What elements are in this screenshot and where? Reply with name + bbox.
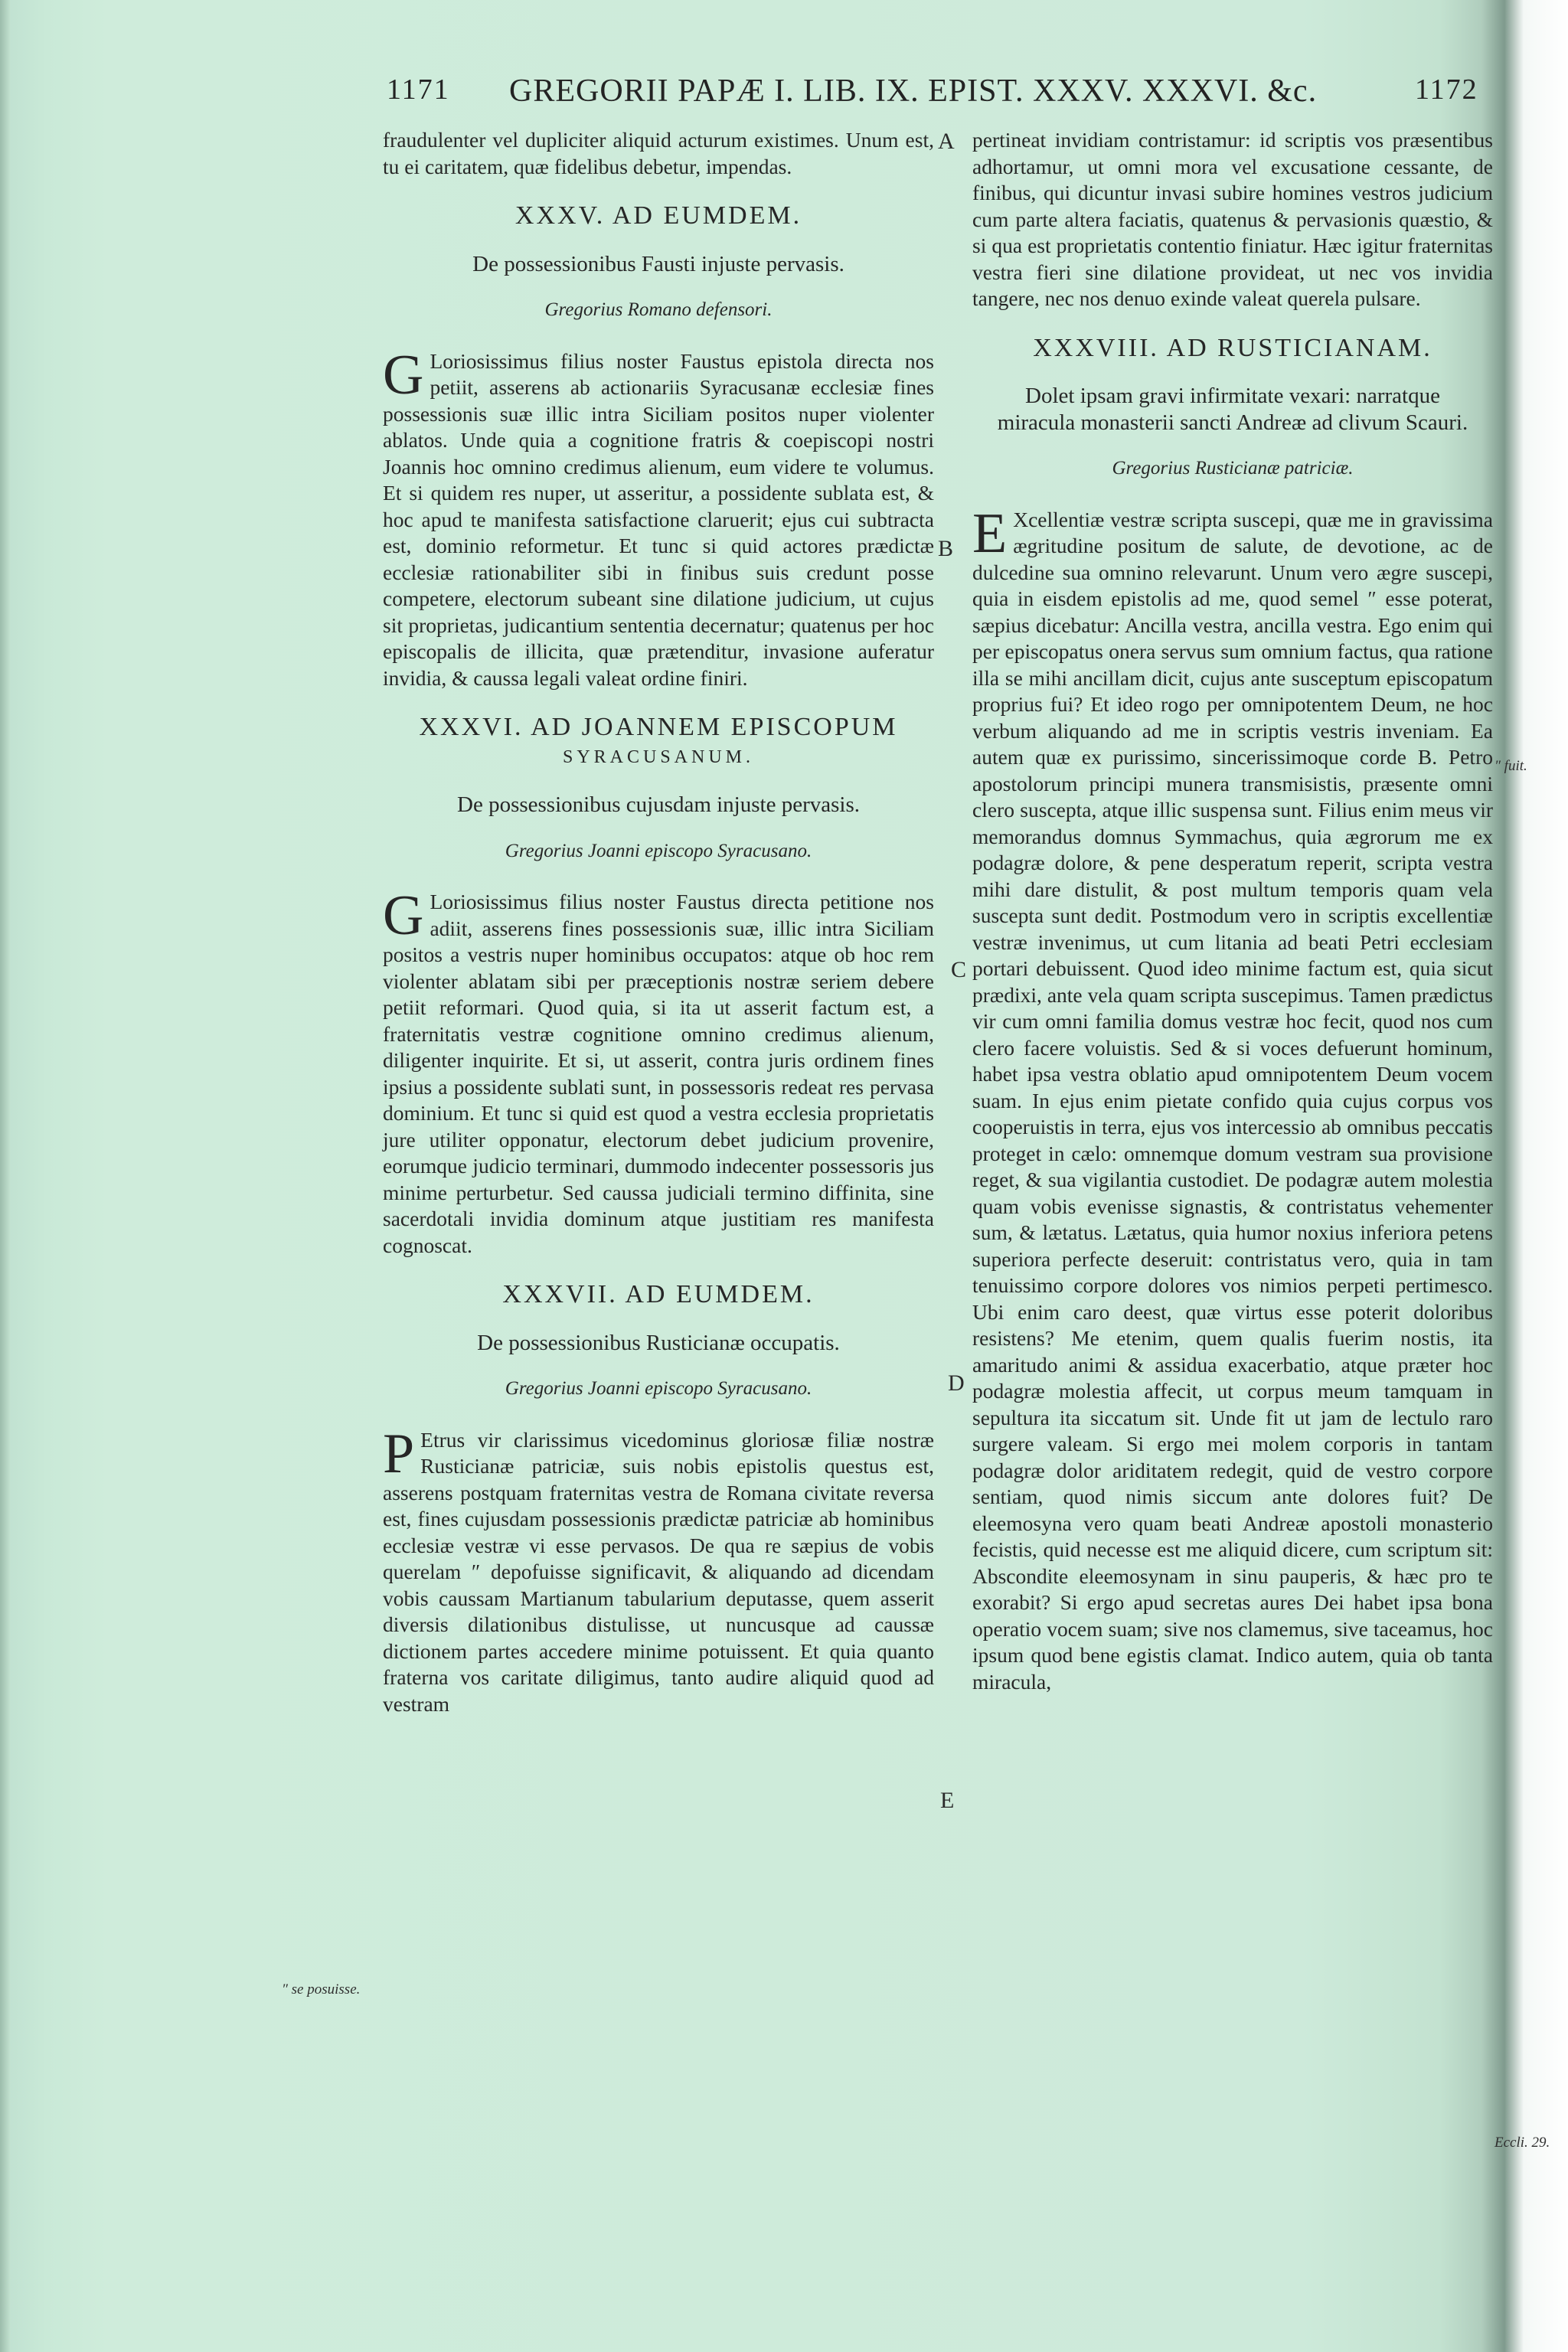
page-number-right: 1172	[1415, 74, 1478, 106]
margin-note-right-2: Eccli. 29.	[1494, 2135, 1550, 2151]
epistle-37-text: Etrus vir clarissimus vicedominus gloriosæ filiæ nostræ Rusticianæ patriciæ, suis nobis epistolis questus est, asserens postquam fraternitas vestra de Romana civitate reversa est, fines cujusdam possessionis prædictæ patriciæ ab hominibus ecclesiæ vestræ vi esse pervasos. De qua re sæpius de vobis querelam ″ depofuisse significavit, & aliquando ad dicendam vobis caussam Martianum tabularium deputasse, quem asserit diversis dilationibus distulisse, ut nuncusque ad caussæ dictionem partes accedere minime potuissent. Et quia quanto fraterna vos caritate diligimus, tanto audire aliquid quod ad vestram	[383, 1427, 934, 1716]
right-intro-text: pertineat invidiam contristamur: id scriptis vos præsentibus adhortamur, ut omni mora vel excusatione cessante, de finibus, qui dicuntur invasi subire homines vestros judicium cum parte altera faciatis, quatenus & pervasionis quæstio, & si qua est proprietatis contentio finiatur. Hæc igitur fraternitas vestra fieri sine dilatione provideat, ut nec vos invidia tangere, nec nos denuo exinde valeat querela pulsare.	[972, 128, 1493, 310]
drop-cap: G	[383, 884, 424, 947]
epistle-35-subtitle: De possessionibus Fausti injuste pervasis.	[472, 251, 844, 276]
epistle-37-heading: XXXVII. AD EUMDEM.	[502, 1280, 815, 1308]
epistle-35-text: Loriosissimus filius noster Faustus epistola directa nos petiit, asserens ab actionariis Syracusanæ ecclesiæ fines possessionis suæ illic intra Siciliam positos nuper violenter ablatos. Unde quia a cognitione fratris & coepiscopi nostri Joannis hoc omnino credimus alienum, eum videre te volumus. Et si quidem res nuper, ut asseritur, a possidente sublata est, & hoc apud te manifesta satisfactione claruerit; ejus cui subtracta est, dominio reformetur. Et tunc si quid actores prædictæ ecclesiæ rationabiliter sibi in finibus suis credunt posse competere, electorum subeant sine dilatione judicium, ut cujus sit proprietas, judicantium sententia decernatur; quatenus per hoc episcopalis de illicita, quæ prætenditur, invasione auferatur invidia, & caussa legali valeat ordine finiri.	[383, 348, 934, 690]
epistle-35-salutation: Gregorius Romano defensori.	[544, 299, 773, 320]
drop-cap: P	[383, 1422, 415, 1485]
page-gutter-edge	[0, 0, 11, 2352]
epistle-38-salutation: Gregorius Rusticianæ patriciæ.	[1112, 458, 1354, 479]
section-marker-b: B	[938, 536, 954, 561]
epistle-38-subtitle: Dolet ipsam gravi infirmitate vexari: narratque miracula monasterii sancti Andreæ ad clivum Scauri.	[997, 384, 1468, 435]
epistle-37-body	[383, 1422, 934, 1718]
section-marker-a: A	[938, 129, 955, 154]
epistle-37-subtitle: De possessionibus Rusticianæ occupatis.	[477, 1330, 840, 1355]
margin-note-left: ″ se posuisse.	[282, 1981, 361, 1998]
right-column	[972, 127, 1493, 1695]
epistle-36-subtitle: De possessionibus cujusdam injuste pervasis.	[457, 792, 860, 817]
epistle-35-body	[383, 343, 934, 692]
epistle-38-text: Xcellentiæ vestræ scripta suscepi, quæ me in gravissima ægritudine positum de salute, de devotione, ac de dulcedine sua omnino relevarunt. Unum vero ægre suscepi, quia in eisdem epistolis ad me, quod semel ″ esse poterat, sæpius dicebatur: Ancilla vestra, ancilla vestra. Ego enim qui per episcopatus onera servus sum omnium factus, qua ratione illa se mihi ancillam dicit, cujus ante susceptum episcopatum proprius fui? Et ideo rogo per omnipotentem Deum, ne hoc verbum aliquando ad me in scriptis vestris inveniam. Ea autem quæ ex purissimo, sincerissimoque corde B. Petro apostolorum principi munera transmisistis, præsente omni clero suscepta, atque illic suspensa sunt. Filius enim meus vir memorandus domnus Symmachus, quia ægrorum me ex podagræ dolore, & pene desperatum reperit, scripta vestra mihi dare distulit, & post multum temporis quam vela suscepta sunt dedit. Postmodum vero in scriptis excellentiæ vestræ invenimus, ut cum litania ad beati Petri ecclesiam portari debuissent. Quod ideo minime factum est, quia sicut prædixi, ante vela quam scripta suscepimus. Tamen prædictus vir cum omni familia domus vestræ hoc fecit, quod nos cum clero facere voluistis. Sed & si voces defuerunt hominum, habet ipsa vestra oblatio apud omnipotentem Deum vocem suam. In ejus enim pietate confido quia cujus corpus vos cooperuistis in terra, ejus vos intercessio ab omnibus peccatis proteget in cælo: omnemque domum vestram sua provisione reget, & sua vigilantia custodiet. De podagræ autem molestia quam vobis evenisse signastis, & contristatus vehementer sum, & lætatus. Lætatus, quia humor noxius inferiora petens superiora perfecte deseruit: contristatus vero, quia in tam tenuissimo corpore dolores vos nimios perpeti pertimesco. Ubi enim caro deest, quæ virtus esse poterit doloribus resistens? Me etenim, quem qualis fuerim nostis, ita amaritudo animi & assidua exacerbatio, atque præter hoc podagræ molestia affecit, ut corpus meum tamquam in sepultura ita siccatum sit. Unde fit ut jam de lectulo raro surgere valeam. Si ergo mei molem corporis in tantam podagræ dolor ariditatem redegit, quid de vestro corpore sentiam, quod nimis siccum ante dolores fuit? De eleemosyna vero quam beati Andreæ apostoli monasterio fecistis, quid necesse est me aliquid dicere, cum scriptum sit: Abscondite eleemosynam in sinu pauperis, & hæc pro te exorabit? Si ergo apud secretas aures Dei habet ipsa bona operatio vocem suam; sive nos clamemus, sive taceamus, hoc ipsum quod bene egistis clamat. Indico autem, quia ob tanta miracula,	[972, 507, 1493, 1694]
section-marker-e: E	[940, 1788, 955, 1813]
epistle-36-heading-line2: SYRACUSANUM.	[562, 746, 755, 767]
drop-cap: E	[972, 501, 1008, 565]
drop-cap: G	[383, 343, 424, 407]
running-title: GREGORII PAPÆ I. LIB. IX. EPIST. XXXV. XXXVI. &c.	[509, 74, 1318, 109]
left-column	[383, 127, 934, 1717]
epistle-35-heading: XXXV. AD EUMDEM.	[514, 201, 802, 230]
running-header	[0, 73, 1568, 126]
page-number-left: 1171	[387, 74, 450, 106]
epistle-37-salutation: Gregorius Joanni episcopo Syracusano.	[505, 1378, 812, 1399]
section-marker-c: C	[951, 957, 967, 982]
left-intro-text: fraudulenter vel dupliciter aliquid acturum existimes. Unum est, tu ei caritatem, quæ fidelibus debetur, impendas.	[383, 128, 934, 178]
epistle-36-heading: XXXVI. AD JOANNEM EPISCOPUM	[419, 713, 898, 741]
margin-note-right-1: ″ fuit.	[1494, 758, 1527, 774]
section-marker-d: D	[948, 1370, 965, 1396]
epistle-36-body	[383, 884, 934, 1259]
epistle-38-body	[972, 501, 1493, 1696]
epistle-38-heading: XXXVIII. AD RUSTICIANAM.	[1033, 333, 1432, 362]
epistle-36-text: Loriosissimus filius noster Faustus directa petitione nos adiit, asserens fines possessionis suæ, illic intra Siciliam positos a vestris nuper hominibus occupatos: atque ob hoc rem violenter ablatam sibi per præceptionis nostræ seriem debere petiit reformari. Quod quia, si ita ut asserit factum est, a fraternitatis vestræ cognitione omnino credimus alienum, diligenter inquirite. Et si, ut asserit, contra juris ordinem fines ipsius a possidente sublati sunt, in possessoris redeat res pervasa dominium. Et tunc si quid est quod a vestra ecclesia proprietatis jure utiliter opponatur, electorum debet judicium provenire, eorumque judicio terminari, dummodo indecenter possessoris jus minime perturbetur. Sed caussa judiciali termino diffinita, sine sacerdotali invidia dominum atque justitiam res manifesta cognoscat.	[383, 890, 934, 1257]
epistle-36-salutation: Gregorius Joanni episcopo Syracusano.	[505, 840, 812, 861]
